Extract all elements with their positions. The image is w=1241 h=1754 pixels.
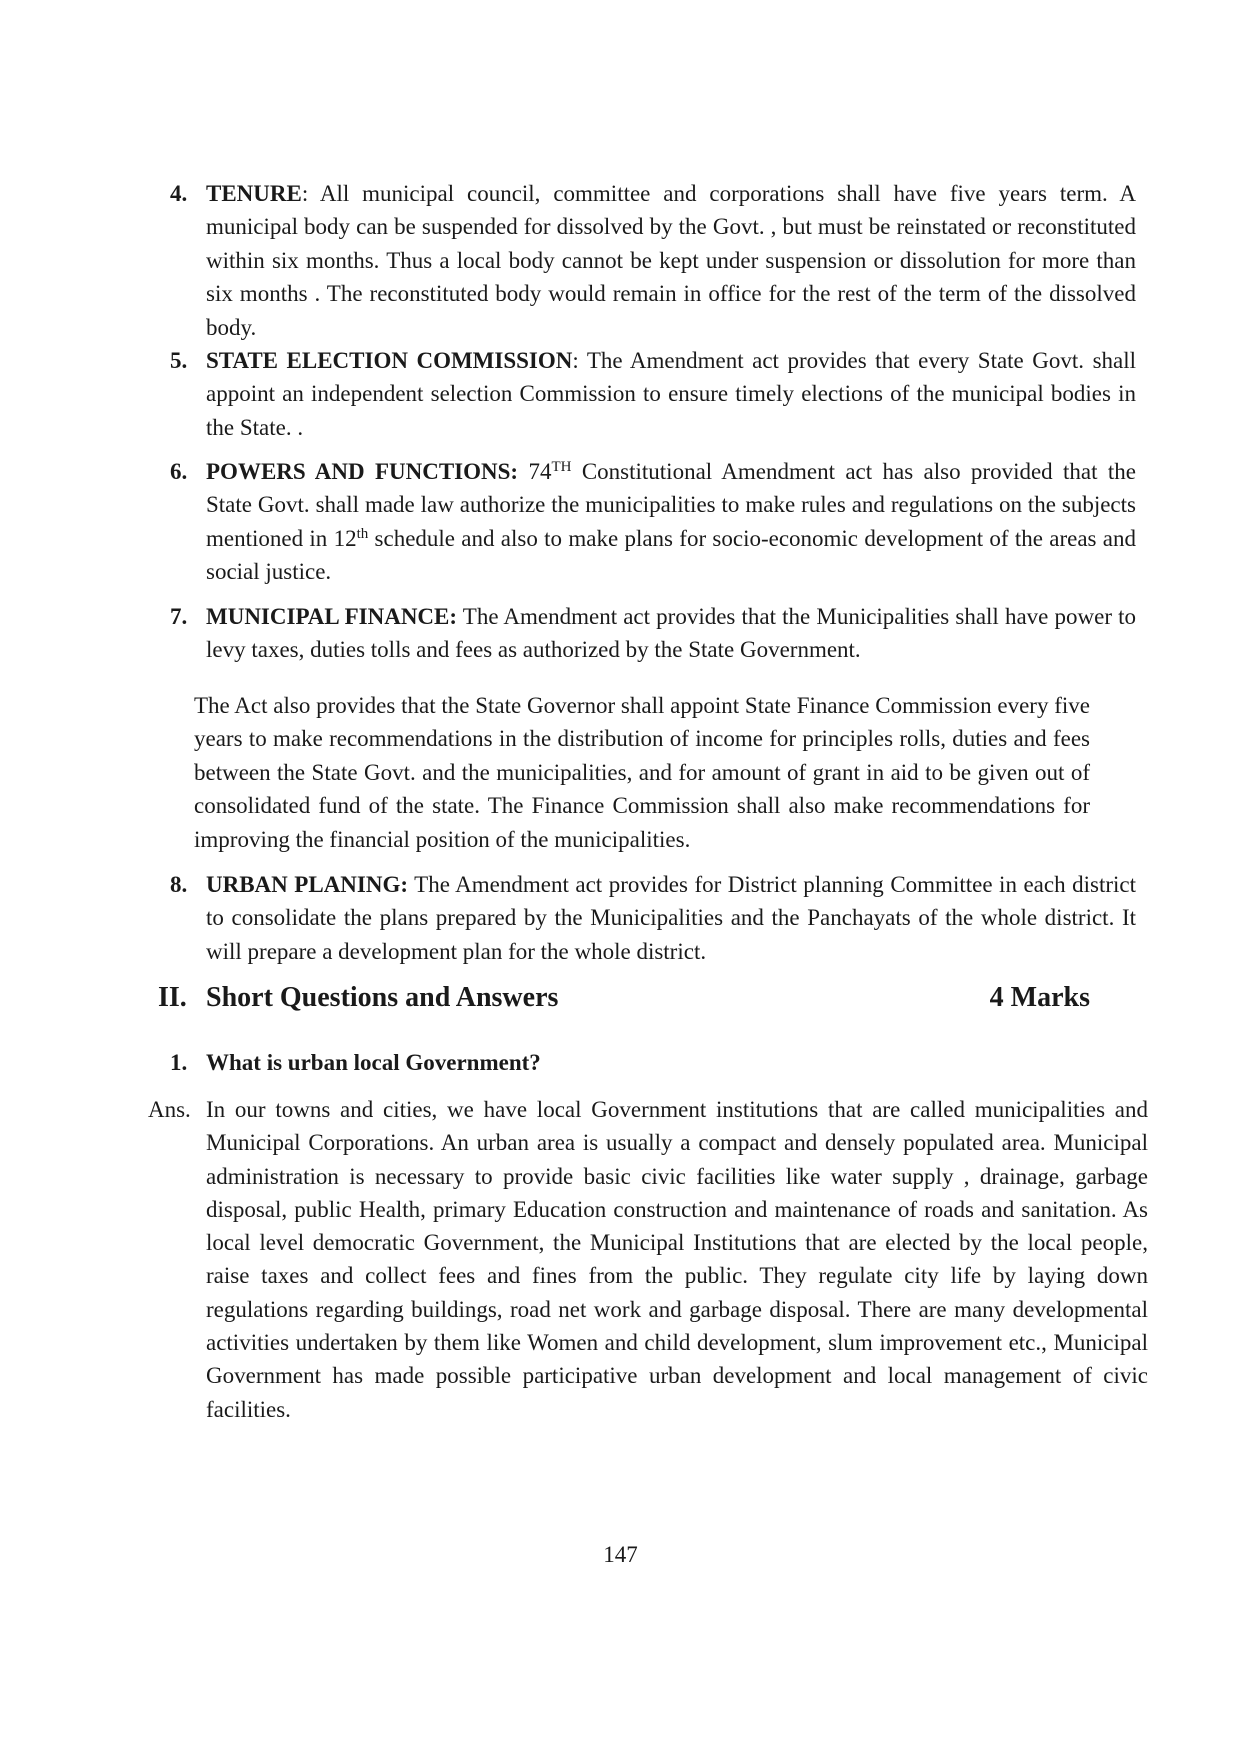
item-text: The Amendment act provides for District planning Committee in each district to consolidate the plans prepared by the Municipalities and the Panchayats of the whole district. It will prepare a development plan for the whole district. [206, 872, 1137, 964]
question-number: 1. [170, 1050, 188, 1075]
item-text-mid: Constitutional Amendment act has also provided that the State Govt. shall made law authorize the municipalities to make rules and regulations on the subjects mentioned in 12 [206, 459, 1136, 551]
item-powers-and-functions [160, 455, 1136, 589]
question-text: What is urban local Government? [206, 1050, 541, 1075]
item-state-election-commission [160, 344, 1136, 444]
section-number: II. [158, 982, 187, 1013]
finance-paragraph-text: The Act also provides that the State Governor shall appoint State Finance Commission every five years to make recommendations in the distribution of income for principles rolls, duties and fees between the State Govt. and the municipalities, and for amount of grant in aid to be given out of consolidated fund of the state. The Finance Commission shall also make recommendations for improving the financial position of the municipalities. [194, 693, 1090, 852]
item-municipal-finance [160, 600, 1136, 667]
item-heading: URBAN PLANING: [206, 872, 409, 897]
item-heading: STATE ELECTION COMMISSION [206, 348, 573, 373]
superscript-th-small: th [356, 525, 369, 542]
item-number: 7. [170, 604, 188, 629]
section-heading [158, 980, 1090, 1016]
item-number: 8. [170, 872, 188, 897]
item-text-pre: 74 [518, 459, 552, 484]
page-number: 147 [603, 1542, 638, 1567]
item-text-post: schedule and also to make plans for socio-economic development of the areas and social justice. [206, 525, 1136, 585]
item-text: The Amendment act provides that the Municipalities shall have power to levy taxes, duties tolls and fees as authorized by the State Government. [206, 604, 1137, 663]
item-number: 5. [170, 348, 188, 373]
item-separator: : [572, 348, 579, 373]
item-text: The Amendment act provides that every State Govt. shall appoint an independent selection Commission to ensure timely elections of the municipal bodies in the State. . [206, 348, 1137, 440]
item-heading: POWERS AND FUNCTIONS: [206, 459, 519, 484]
finance-commission-paragraph [194, 689, 1090, 856]
superscript-th: TH [551, 459, 572, 475]
item-separator: : [301, 181, 309, 206]
answer-label: Ans. [148, 1097, 191, 1122]
item-number: 6. [170, 459, 188, 484]
section-title: Short Questions and Answers [206, 982, 559, 1013]
item-heading: MUNICIPAL FINANCE: [206, 604, 458, 629]
item-text: All municipal council, committee and corporations shall have five years term. A municipal body can be suspended for dissolved by the Govt. , but must be reinstated or reconstituted within six months. Thus a local body cannot be kept under suspension or dissolution for more than six months . The reconstituted body would remain in office for the rest of the term of the dissolved body. [206, 181, 1136, 340]
answer [148, 1093, 1148, 1426]
item-tenure [160, 177, 1136, 344]
section-marks: 4 Marks [989, 982, 1090, 1013]
item-heading: TENURE [206, 181, 302, 206]
item-number: 4. [170, 181, 188, 206]
item-urban-planing [160, 868, 1136, 968]
answer-text: In our towns and cities, we have local Government institutions that are called municipalities and Municipal Corporations. An urban area is usually a compact and densely populated area. Municipal administration is necessary to provide basic civic facilities like water supply , drainage, garbage disposal, public Health, primary Education construction and maintenance of roads and sanitation. As local level democratic Government, the Municipal Institutions that are elected by the local people, raise taxes and collect fees and fines from the public. They regulate city life by laying down regulations regarding buildings, road net work and garbage disposal. There are many developmental activities undertaken by them like Women and child development, slum improvement etc., Municipal Government has made possible participative urban development and local management of civic facilities. [206, 1097, 1148, 1422]
question [160, 1046, 1136, 1079]
